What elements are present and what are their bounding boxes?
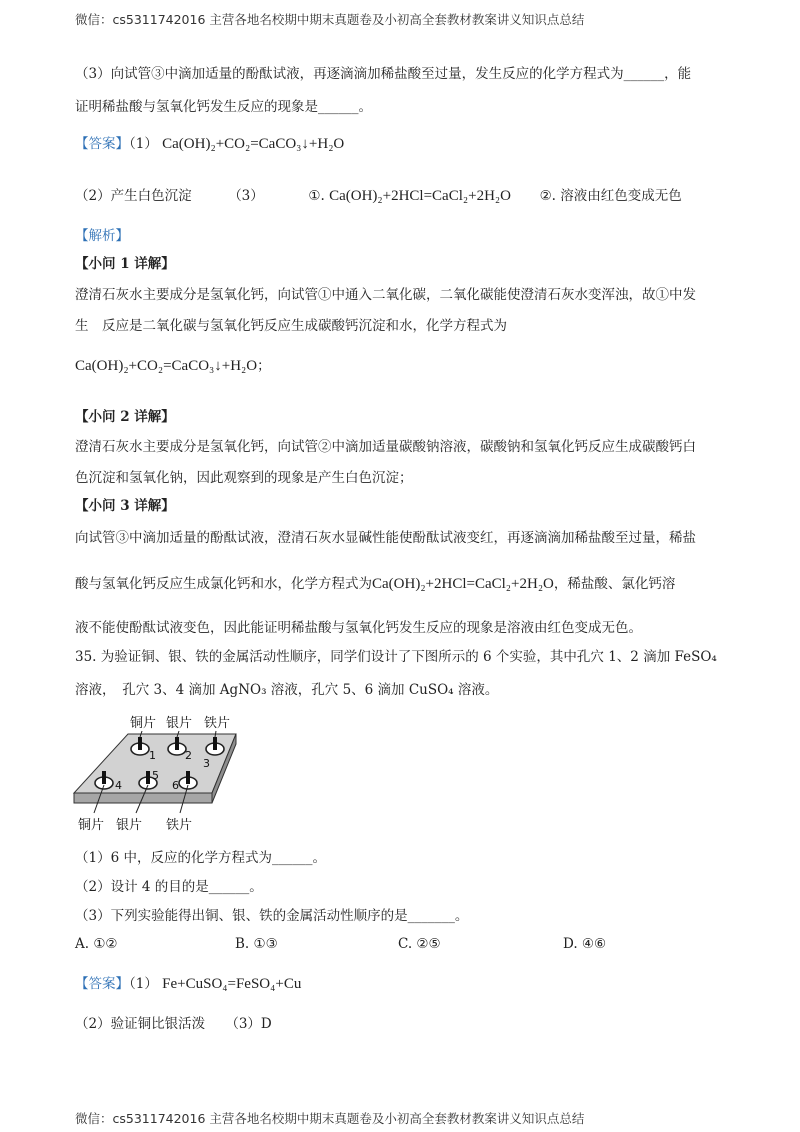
q35-line1: 35. 为验证铜、银、铁的金属活动性顺序，同学们设计了下图所示的 6 个实验，其中孔穴 1、2 滴加 FeSO₄ [75, 649, 717, 665]
s2-title: 【小问 2 详解】 [75, 409, 175, 425]
q3-line2: 证明稀盐酸与氢氧化钙发生反应的现象是______。 [75, 99, 372, 115]
s3-line3: 液不能使酚酞试液变色，因此能证明稀盐酸与氢氧化钙发生反应的现象是溶液由红色变成无色。 [75, 620, 642, 636]
s3-line1: 向试管③中滴加适量的酚酞试液，澄清石灰水显碱性能使酚酞试液变红，再逐滴滴加稀盐酸至过量，稀盐 [75, 530, 696, 546]
top-label-2: 银片 [166, 716, 193, 731]
answer2-line2: （2）验证铜比银活泼 （3）D [75, 1016, 272, 1032]
hole-number-6: 6 [172, 779, 179, 792]
bottom-label-2: 银片 [116, 818, 143, 833]
answer1-formula2: Ca(OH)₂+2HCl=CaCl₂+2H₂O [329, 188, 511, 204]
top-label-3: 铁片 [204, 716, 231, 731]
s1-formula-line: Ca(OH)₂+CO₂=CaCO₃↓+H₂O； [75, 358, 271, 374]
answer-tag-2: 【答案】 [75, 976, 129, 992]
s3-line2: 酸与氢氧化钙反应生成氯化钙和水，化学方程式为Ca(OH)₂+2HCl=CaCl₂+2H₂O，稀盐酸、氯化钙溶 [75, 576, 676, 592]
hole-number-4: 4 [115, 779, 122, 792]
answer1-line2: （2）产生白色沉淀 （3） ①. Ca(OH)₂+2HCl=CaCl₂+2H₂O ②. 溶液由红色变成无色 [75, 188, 682, 204]
s1-line1: 澄清石灰水主要成分是氢氧化钙，向试管①中通入二氧化碳，二氧化碳能使澄清石灰水变浑浊，故①中发 [75, 287, 696, 303]
page-header: 微信：cs5311742016 主营各地名校期中期末真题卷及小初高全套教材教案讲义知识点总结 [75, 12, 585, 27]
hole-number-3: 3 [203, 757, 210, 770]
hole-number-2: 2 [185, 749, 192, 762]
strip-6 [186, 771, 190, 784]
hole-number-5: 5 [152, 769, 159, 782]
s1-line2: 生 反应是二氧化碳与氢氧化钙反应生成碳酸钙沉淀和水，化学方程式为 [75, 318, 507, 334]
strip-3 [213, 737, 217, 750]
answer1-formula: Ca(OH)₂+CO₂=CaCO₃↓+H₂O [162, 136, 345, 152]
q35-sub3: （3）下列实验能得出铜、银、铁的金属活动性顺序的是_______。 [75, 908, 469, 924]
q3-line1: （3）向试管③中滴加适量的酚酞试液，再逐滴滴加稀盐酸至过量，发生反应的化学方程式为______，能 [75, 66, 692, 82]
top-label-1: 铜片 [130, 716, 157, 731]
answer2-line1: 【答案】（1） Fe+CuSO₄=FeSO₄+Cu [75, 976, 302, 992]
option-c: C. ②⑤ [398, 936, 441, 952]
analysis-tag: 【解析】 [75, 228, 129, 244]
plate-front [74, 793, 212, 803]
answer-tag: 【答案】 [75, 136, 129, 152]
bottom-label-3: 铁片 [166, 818, 193, 833]
answer2-formula: Fe+CuSO₄=FeSO₄+Cu [162, 976, 302, 992]
s2-line1: 澄清石灰水主要成分是氢氧化钙，向试管②中滴加适量碳酸钠溶液，碳酸钠和氢氧化钙反应生成碳酸钙白 [75, 439, 696, 455]
bottom-label-1: 铜片 [78, 818, 105, 833]
well-plate-figure [70, 707, 250, 837]
strip-1 [138, 737, 142, 750]
s1-formula: Ca(OH)₂+CO₂=CaCO₃↓+H₂O [75, 358, 258, 374]
strip-2 [175, 737, 179, 750]
s3-formula: Ca(OH)₂+2HCl=CaCl₂+2H₂O [372, 576, 554, 592]
option-a: A. ①② [75, 936, 118, 952]
q35-sub1: （1）6 中，反应的化学方程式为______。 [75, 850, 326, 866]
option-d: D. ④⑥ [563, 936, 607, 952]
option-b: B. ①③ [235, 936, 278, 952]
s3-title: 【小问 3 详解】 [75, 498, 175, 514]
q35-sub2: （2）设计 4 的目的是______。 [75, 879, 263, 895]
q35-line2: 溶液， 孔穴 3、4 滴加 AgNO₃ 溶液，孔穴 5、6 滴加 CuSO₄ 溶液。 [75, 682, 499, 698]
s2-line2: 色沉淀和氢氧化钠，因此观察到的现象是产生白色沉淀； [75, 470, 413, 486]
strip-5 [146, 771, 150, 784]
answer1-line1: 【答案】（1） Ca(OH)₂+CO₂=CaCO₃↓+H₂O [75, 136, 345, 152]
strip-4 [102, 771, 106, 784]
s1-title: 【小问 1 详解】 [75, 256, 175, 272]
page-footer: 微信：cs5311742016 主营各地名校期中期末真题卷及小初高全套教材教案讲义知识点总结 [75, 1111, 585, 1126]
hole-number-1: 1 [149, 749, 156, 762]
